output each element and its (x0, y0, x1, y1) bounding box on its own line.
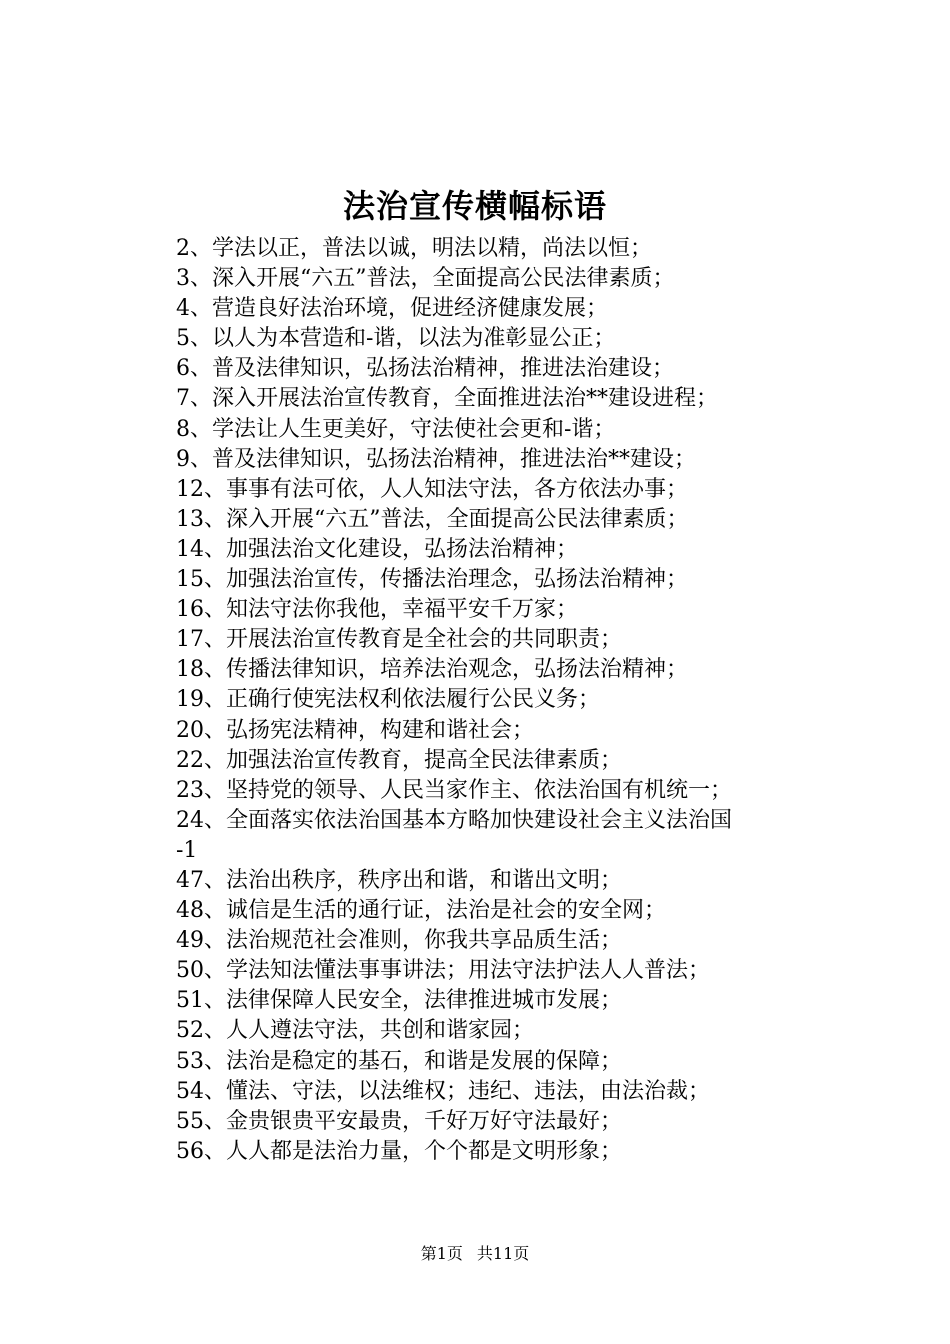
slogan-line: 13、深入开展“六五”普法，全面提高公民法律素质； (176, 506, 689, 532)
slogan-line: 22、加强法治宣传教育，提高全民法律素质； (176, 747, 622, 773)
slogan-line: 49、法治规范社会准则，你我共享品质生活； (176, 928, 622, 954)
slogan-line: 47、法治出秩序，秩序出和谐，和谐出文明； (176, 867, 622, 893)
slogan-line: 15、加强法治宣传，传播法治理念，弘扬法治精神； (176, 567, 688, 593)
slogan-line: 24、全面落实依法治国基本方略加快建设社会主义法治国 (176, 807, 732, 833)
slogan-line: 53、法治是稳定的基石，和谐是发展的保障； (176, 1048, 622, 1074)
slogan-line: 7、深入开展法治宣传教育，全面推进法治**建设进程； (176, 386, 718, 412)
slogan-line: 12、事事有法可依，人人知法守法，各方依法办事； (176, 476, 688, 502)
slogan-line: 19、正确行使宪法权利依法履行公民义务； (176, 687, 600, 713)
page-number-total: 共11页 (476, 1244, 530, 1263)
slogan-line: 4、营造良好法治环境，促进经济健康发展； (176, 296, 608, 322)
document-title: 法治宣传横幅标语 (342, 187, 607, 225)
slogan-line: 50、学法知法懂法事事讲法；用法守法护法人人普法； (176, 958, 710, 984)
slogan-line: 18、传播法律知识，培养法治观念，弘扬法治精神； (176, 657, 688, 683)
slogan-line: 5、以人为本营造和-谐，以法为准彰显公正； (176, 326, 616, 352)
slogan-line: 54、懂法、守法，以法维权；违纪、违法，由法治裁； (176, 1078, 710, 1104)
slogan-line: 55、金贵银贵平安最贵，千好万好守法最好； (176, 1108, 622, 1134)
slogan-line: 2、学法以正，普法以诚，明法以精，尚法以恒； (176, 236, 652, 261)
slogan-line: 56、人人都是法治力量，个个都是文明形象； (176, 1138, 622, 1164)
slogan-line: 3、深入开展“六五”普法，全面提高公民法律素质； (176, 266, 675, 292)
slogan-line: 14、加强法治文化建设，弘扬法治精神； (176, 536, 578, 562)
slogan-line: 6、普及法律知识，弘扬法治精神，推进法治建设； (176, 356, 674, 382)
slogan-line: 51、法律保障人民安全，法律推进城市发展； (176, 988, 622, 1014)
slogan-line: 23、坚持党的领导、人民当家作主、依法治国有机统一； (176, 777, 732, 803)
slogan-line: 16、知法守法你我他，幸福平安千万家； (176, 597, 578, 623)
slogan-line: 17、开展法治宣传教育是全社会的共同职责； (176, 627, 622, 653)
slogan-line: -1 (176, 837, 198, 863)
slogan-line: 9、普及法律知识，弘扬法治精神，推进法治**建设； (176, 446, 696, 472)
slogan-line: 20、弘扬宪法精神，构建和谐社会； (176, 717, 534, 743)
page-footer (0, 1243, 950, 1265)
slogan-line: 52、人人遵法守法，共创和谐家园； (176, 1018, 534, 1044)
slogan-line: 8、学法让人生更美好，守法使社会更和-谐； (176, 416, 616, 442)
slogan-line: 48、诚信是生活的通行证，法治是社会的安全网； (176, 898, 666, 924)
page-number-current: 第1页 (420, 1244, 463, 1263)
slogan-list (176, 234, 826, 1167)
